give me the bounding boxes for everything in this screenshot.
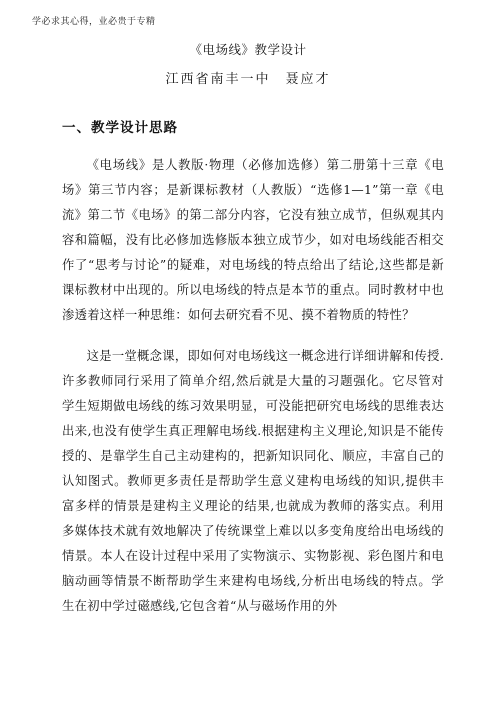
paragraph-2: 这是一堂概念课，即如何对电场线这一概念进行详细讲解和传授.许多教师同行采用了简单介绍,然后就是大量的习题强化。它尽管对学生短期做电场线的练习效果明显，可没能把研究电场线的思维表达出来,也没有使学生真正理解电场线.根据建构主义理论,知识是不能传授的、是靠学生自己主动建构的，把新知识同化、顺应，丰富自己的认知图式。教师更多责任是帮助学生意义建构电场线的知识,提供丰富多样的情景是建构主义理论的结果,也就成为教师的落实点。利用多媒体技术就有效地解决了传统课堂上难以以多变角度给出电场线的情景。本人在设计过程中采用了实物演示、实物影视、彩色图片和电脑动画等情景不断帮助学生来建构电场线,分析出电场线的特点。学生在初中学过磁感线,它包含着“从与磁场作用的外 — [62, 349, 444, 613]
document-author: 江西省南丰一中 聂应才 — [165, 72, 331, 87]
header-note: 学必求其心得，业必贵于专精 — [32, 17, 156, 27]
section-heading: 一、教学设计思路 — [62, 120, 178, 136]
document-title: 《电场线》教学设计 — [189, 42, 307, 57]
paragraph-1: 《电场线》是人教版·物理（必修加选修）第二册第十三章《电场》第三节内容；是新课标教材（人教版）“选修1—1”第一章《电流》第二节《电场》的第二部分内容，它没有独立成节，但纵观其内容和篇幅，没有比必修加选修版本独立成节少，如对电场线能否相交作了“思考与讨论”的疑难，对电场线的特点给出了结论,这些都是新课标教材中出现的。所以电场线的特点是本节的重点。同时教材中也渗透着这样一种思维：如何去研究看不见、摸不着物质的特性？ — [62, 158, 444, 322]
